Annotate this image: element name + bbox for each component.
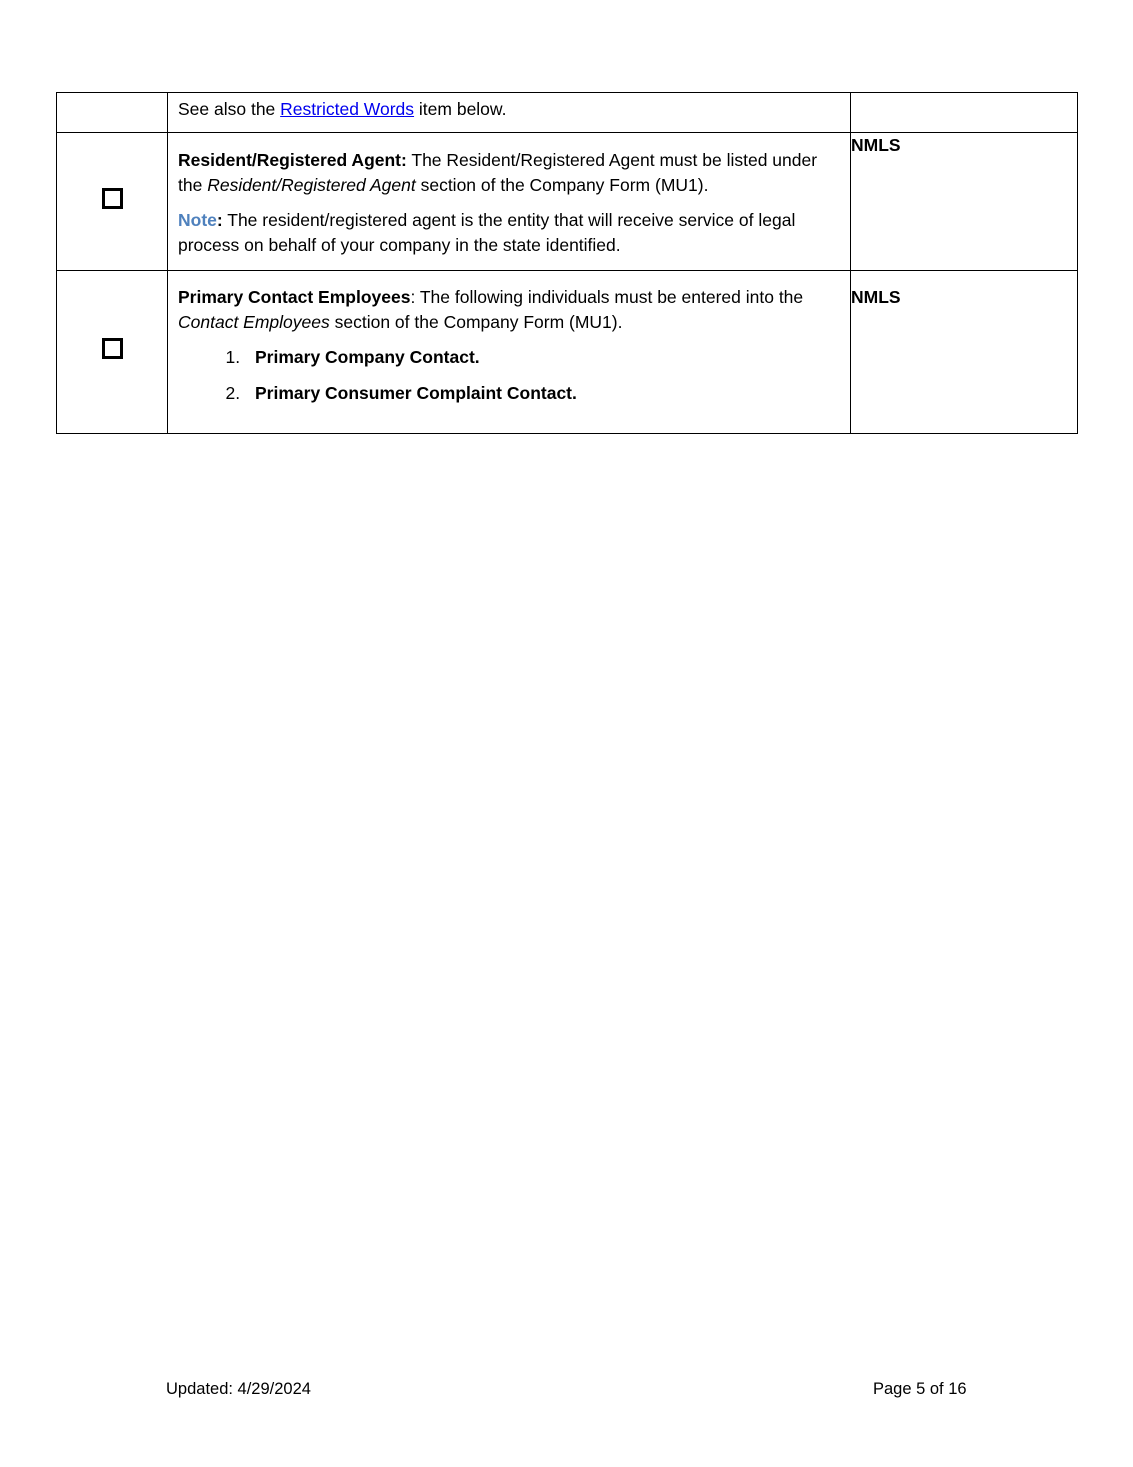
see-also-text: See also the Restricted Words item below. bbox=[178, 99, 507, 119]
contacts-list bbox=[178, 345, 840, 406]
table-row bbox=[57, 93, 1078, 133]
requirement-cell bbox=[168, 271, 851, 434]
resident-agent-checkbox[interactable] bbox=[102, 188, 123, 209]
table-row bbox=[57, 271, 1078, 434]
agency-cell-empty bbox=[851, 93, 1078, 133]
agency-cell: NMLS bbox=[851, 271, 1078, 434]
agency-cell: NMLS bbox=[851, 133, 1078, 271]
requirement-title: Primary Contact Employees bbox=[178, 287, 411, 307]
footer-updated-date: Updated: 4/29/2024 bbox=[166, 1380, 311, 1398]
requirement-cell bbox=[168, 93, 851, 133]
footer-page-number: Page 5 of 16 bbox=[873, 1380, 967, 1398]
checklist-table bbox=[56, 92, 1078, 434]
requirement-text: Primary Contact Employees: The following individuals must be entered into the Contact Employees section of the Company Form (MU1). bbox=[178, 287, 804, 332]
note-label: Note bbox=[178, 210, 217, 230]
checkbox-cell-empty bbox=[57, 93, 168, 133]
table-row bbox=[57, 133, 1078, 271]
restricted-words-link[interactable]: Restricted Words bbox=[280, 99, 415, 119]
requirement-title: Resident/Registered Agent: bbox=[178, 150, 407, 170]
list-item: 2. Primary Consumer Complaint Contact. bbox=[245, 381, 840, 406]
checkbox-cell bbox=[57, 271, 168, 434]
requirement-text: Resident/Registered Agent: The Resident/Registered Agent must be listed under the Resident/Registered Agent section of the Company Form (MU1). bbox=[178, 150, 818, 195]
list-item: 1. Primary Company Contact. bbox=[245, 345, 840, 370]
checkbox-cell bbox=[57, 133, 168, 271]
requirement-cell bbox=[168, 133, 851, 271]
note-text: Note: The resident/registered agent is the entity that will receive service of legal process on behalf of your company in the state identified. bbox=[178, 210, 796, 255]
contact-employees-checkbox[interactable] bbox=[102, 338, 123, 359]
